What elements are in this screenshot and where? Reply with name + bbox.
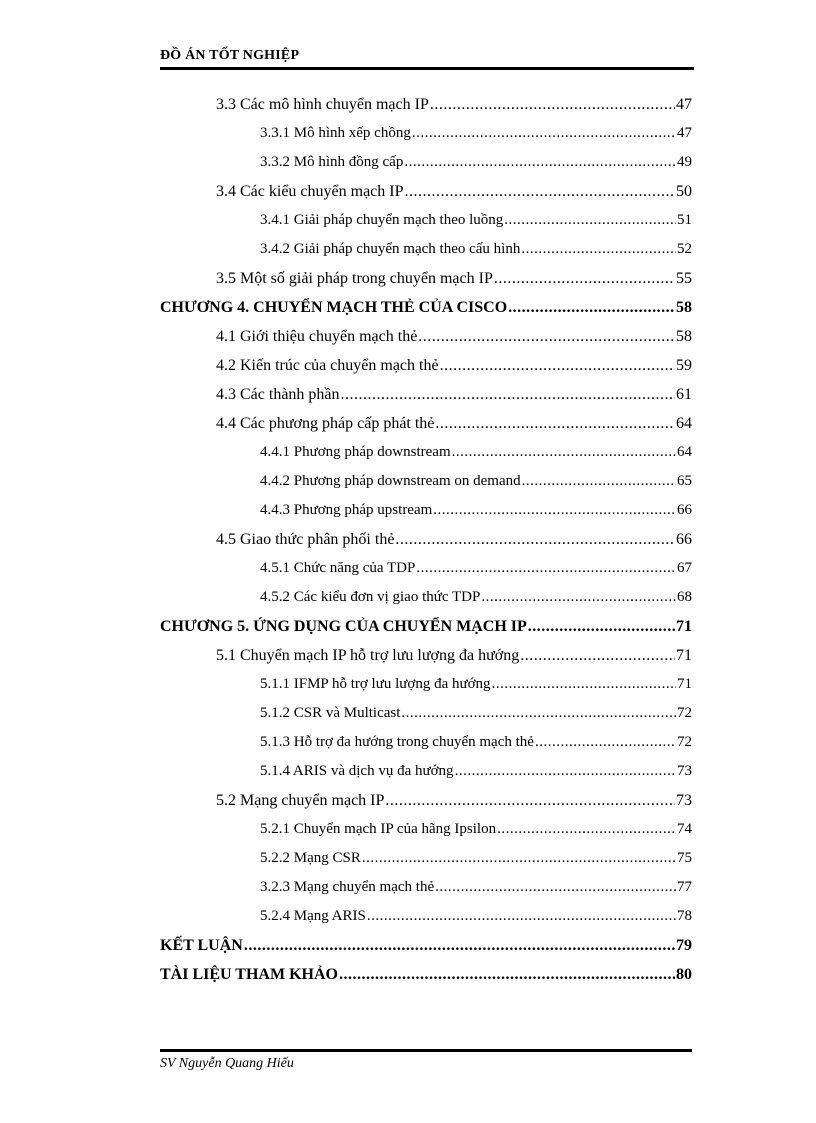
toc-leader-dots: [430, 90, 675, 119]
toc-entry-title: 4.3 Các thành phần: [216, 386, 340, 403]
toc-entry-page: 80: [676, 966, 692, 983]
toc-leader-dots: [504, 206, 676, 235]
toc-leader-dots: [418, 322, 675, 351]
document-title: ĐỒ ÁN TỐT NGHIỆP: [160, 48, 300, 63]
toc-entry-title: 5.2 Mạng chuyển mạch IP: [216, 792, 385, 809]
toc-entry: [160, 438, 692, 467]
toc-entry-page: 61: [676, 386, 692, 403]
toc-entry: [160, 728, 692, 757]
table-of-contents: [160, 90, 692, 989]
toc-entry-page: 78: [677, 908, 692, 924]
toc-entry-title: 4.5.1 Chức năng của TDP: [260, 560, 416, 576]
toc-leader-dots: [494, 264, 675, 293]
toc-entry: [160, 757, 692, 786]
toc-entry-title: 5.1.2 CSR và Multicast: [260, 705, 401, 721]
toc-entry-page: 50: [676, 183, 692, 200]
toc-entry-title: 5.1.4 ARIS và dịch vụ đa hướng: [260, 763, 454, 779]
toc-entry-title: 3.2.3 Mạng chuyển mạch thẻ: [260, 879, 435, 895]
toc-leader-dots: [481, 583, 676, 612]
toc-entry-page: 66: [677, 502, 692, 518]
toc-entry-page: 72: [677, 734, 692, 750]
toc-entry: [160, 786, 692, 815]
toc-entry-page: 73: [677, 763, 692, 779]
toc-entry: [160, 409, 692, 438]
toc-entry-title: 4.4 Các phương pháp cấp phát thẻ: [216, 415, 435, 432]
toc-entry-title: 5.2.1 Chuyển mạch IP của hãng Ipsilon: [260, 821, 497, 837]
toc-entry-page: 67: [677, 560, 692, 576]
toc-entry: [160, 612, 692, 641]
toc-entry-page: 66: [676, 531, 692, 548]
toc-leader-dots: [404, 148, 676, 177]
toc-entry-page: 59: [676, 357, 692, 374]
toc-entry-page: 71: [676, 647, 692, 664]
toc-entry-title: 3.4.2 Giải pháp chuyển mạch theo cấu hình: [260, 241, 521, 257]
toc-leader-dots: [416, 554, 676, 583]
toc-leader-dots: [492, 670, 676, 699]
toc-entry-title: 5.2.2 Mạng CSR: [260, 850, 361, 866]
toc-leader-dots: [385, 786, 675, 815]
toc-entry: [160, 351, 692, 380]
toc-entry-page: 47: [677, 125, 692, 141]
toc-entry-title: 3.5 Một số giải pháp trong chuyển mạch IP: [216, 270, 493, 287]
toc-leader-dots: [395, 525, 675, 554]
toc-leader-dots: [401, 699, 676, 728]
toc-entry-page: 52: [677, 241, 692, 257]
toc-entry: [160, 815, 692, 844]
toc-leader-dots: [405, 177, 676, 206]
author-name: SV Nguyễn Quang Hiếu: [160, 1056, 294, 1071]
toc-leader-dots: [435, 873, 676, 902]
toc-leader-dots: [520, 641, 675, 670]
toc-entry-page: 71: [676, 618, 692, 635]
toc-entry: [160, 467, 692, 496]
toc-entry-title: 4.4.3 Phương pháp upstream: [260, 502, 433, 518]
toc-leader-dots: [535, 728, 676, 757]
toc-entry-title: 4.2 Kiến trúc của chuyển mạch thẻ: [216, 357, 439, 374]
toc-entry-page: 79: [676, 937, 692, 954]
toc-entry: [160, 264, 692, 293]
toc-entry-page: 58: [676, 328, 692, 345]
toc-entry: [160, 525, 692, 554]
toc-entry-title: 5.2.4 Mạng ARIS: [260, 908, 366, 924]
toc-entry-page: 75: [677, 850, 692, 866]
toc-entry: [160, 177, 692, 206]
toc-entry-title: 5.1 Chuyển mạch IP hỗ trợ lưu lượng đa hướng: [216, 647, 520, 664]
toc-leader-dots: [433, 496, 676, 525]
toc-leader-dots: [497, 815, 676, 844]
toc-entry: [160, 496, 692, 525]
toc-entry: [160, 873, 692, 902]
toc-entry: [160, 931, 692, 960]
toc-entry: [160, 380, 692, 409]
toc-entry-page: 71: [677, 676, 692, 692]
toc-entry-title: TÀI LIỆU THAM KHẢO: [160, 966, 338, 983]
toc-entry-title: 3.4 Các kiểu chuyển mạch IP: [216, 183, 404, 200]
toc-entry-title: 4.5.2 Các kiểu đơn vị giao thức TDP: [260, 589, 481, 605]
toc-entry-page: 74: [677, 821, 692, 837]
toc-entry-title: 5.1.3 Hỗ trợ đa hướng trong chuyển mạch thẻ: [260, 734, 534, 750]
toc-leader-dots: [412, 119, 676, 148]
toc-entry-page: 77: [677, 879, 692, 895]
toc-entry: [160, 293, 692, 322]
toc-entry-page: 72: [677, 705, 692, 721]
toc-entry: [160, 206, 692, 235]
toc-entry-page: 73: [676, 792, 692, 809]
toc-entry: [160, 148, 692, 177]
toc-leader-dots: [508, 293, 675, 322]
toc-entry-page: 55: [676, 270, 692, 287]
toc-entry: [160, 960, 692, 989]
toc-entry: [160, 90, 692, 119]
toc-entry: [160, 699, 692, 728]
toc-entry-page: 47: [676, 96, 692, 113]
toc-leader-dots: [528, 612, 675, 641]
toc-entry-page: 58: [676, 299, 692, 316]
toc-leader-dots: [522, 467, 676, 496]
toc-leader-dots: [244, 931, 675, 960]
toc-entry: [160, 119, 692, 148]
toc-leader-dots: [339, 960, 675, 989]
toc-leader-dots: [435, 409, 675, 438]
toc-entry: [160, 554, 692, 583]
footer-rule: [160, 1049, 692, 1052]
toc-entry-page: 64: [676, 415, 692, 432]
toc-leader-dots: [362, 844, 676, 873]
toc-entry-page: 68: [677, 589, 692, 605]
toc-entry-title: CHƯƠNG 5. ỨNG DỤNG CỦA CHUYỂN MẠCH IP: [160, 618, 527, 635]
toc-entry-title: 3.3 Các mô hình chuyển mạch IP: [216, 96, 429, 113]
toc-leader-dots: [452, 438, 676, 467]
toc-entry: [160, 844, 692, 873]
toc-entry-page: 64: [677, 444, 692, 460]
toc-entry-page: 65: [677, 473, 692, 489]
toc-entry: [160, 641, 692, 670]
toc-leader-dots: [521, 235, 676, 264]
toc-leader-dots: [455, 757, 676, 786]
toc-entry-title: 3.4.1 Giải pháp chuyển mạch theo luồng: [260, 212, 504, 228]
toc-entry: [160, 583, 692, 612]
toc-entry-title: 5.1.1 IFMP hỗ trợ lưu lượng đa hướng: [260, 676, 491, 692]
toc-entry-title: 4.4.2 Phương pháp downstream on demand: [260, 473, 521, 489]
toc-entry-title: 3.3.2 Mô hình đồng cấp: [260, 154, 404, 170]
toc-entry-title: KẾT LUẬN: [160, 937, 243, 954]
toc-leader-dots: [440, 351, 675, 380]
toc-entry: [160, 902, 692, 931]
toc-entry-page: 49: [677, 154, 692, 170]
toc-entry: [160, 670, 692, 699]
toc-entry: [160, 322, 692, 351]
toc-entry: [160, 235, 692, 264]
header-rule: [160, 67, 694, 70]
toc-leader-dots: [367, 902, 676, 931]
toc-entry-title: 4.5 Giao thức phân phối thẻ: [216, 531, 395, 548]
toc-entry-title: CHƯƠNG 4. CHUYỂN MẠCH THẺ CỦA CISCO: [160, 299, 508, 316]
toc-entry-title: 3.3.1 Mô hình xếp chồng: [260, 125, 411, 141]
toc-entry-page: 51: [677, 212, 692, 228]
toc-entry-title: 4.1 Giới thiệu chuyển mạch thẻ: [216, 328, 418, 345]
toc-leader-dots: [341, 380, 675, 409]
toc-entry-title: 4.4.1 Phương pháp downstream: [260, 444, 451, 460]
